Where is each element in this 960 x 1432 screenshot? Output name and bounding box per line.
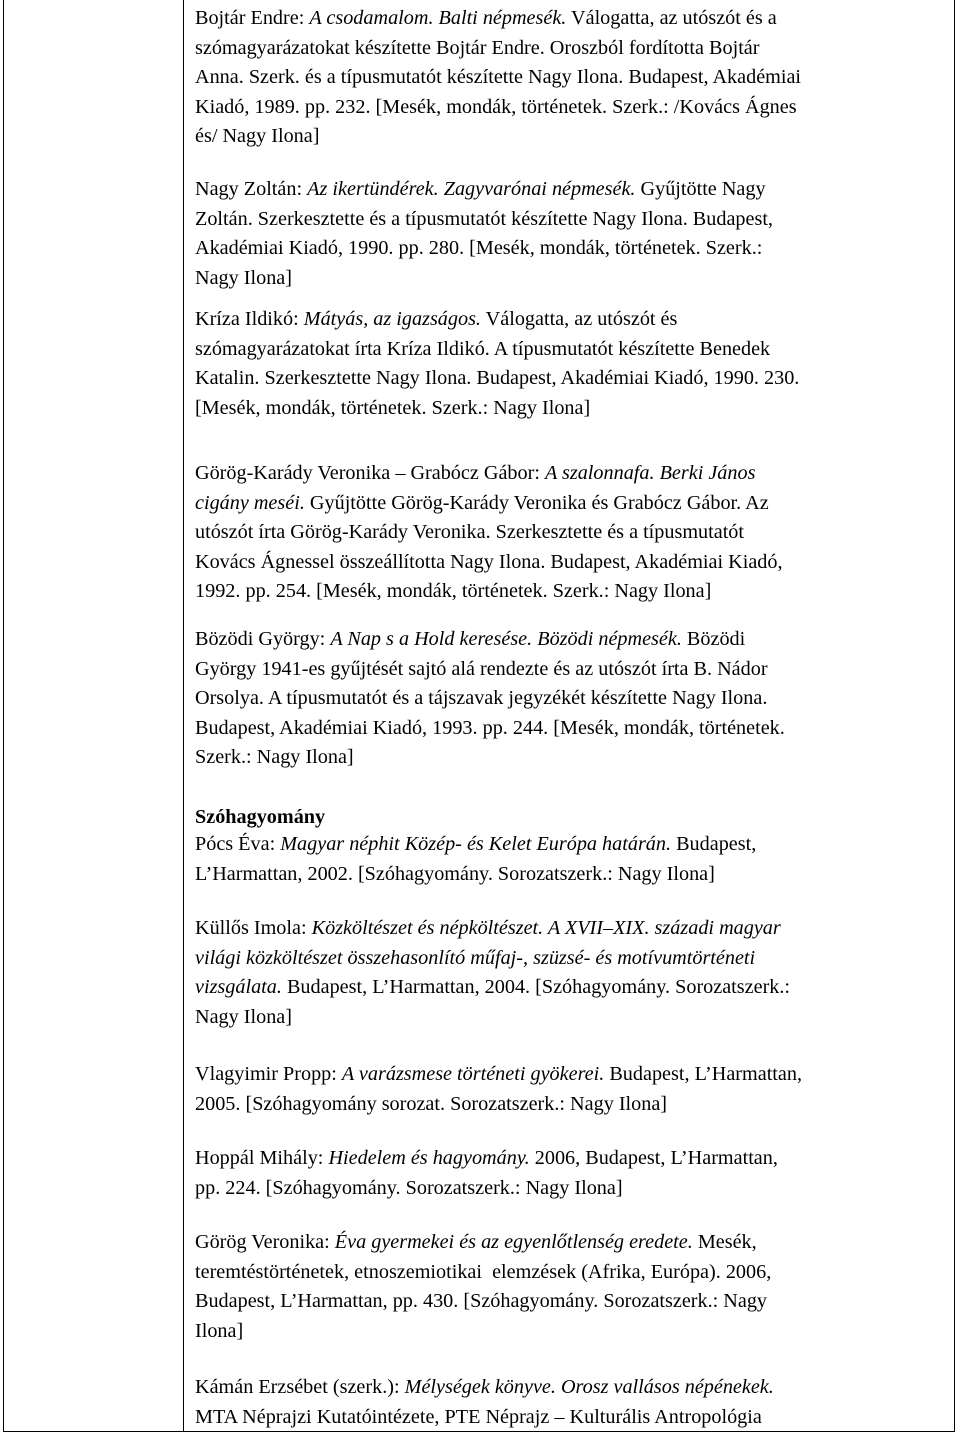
entry-line <box>195 1403 947 1432</box>
entry-text: Budapest, <box>671 833 757 855</box>
entry-text: Szerk.: Nagy Ilona] <box>195 746 354 769</box>
entry-line <box>195 655 947 685</box>
entry-text: [Mesék, mondák, történetek. Szerk.: Nagy Ilona] <box>195 396 591 419</box>
entry-line <box>195 944 947 974</box>
entry-line <box>195 489 947 519</box>
entry-title-text: világi közköltészet összehasonlító műfaj-, szüzsé- és motívumtörténeti <box>195 946 756 969</box>
entry-text: Ilona] <box>195 1319 244 1342</box>
entry-title-text: A csodamalom. Balti népmesék. <box>309 7 567 29</box>
entry-line <box>195 364 947 394</box>
entry-line <box>195 830 947 860</box>
entry-text: Pócs Éva: <box>195 833 281 855</box>
entry-text: Zoltán. Szerkesztette és a típusmutatót készítette Nagy Ilona. Budapest, <box>195 207 773 230</box>
entry-text: Budapest, Akadémiai Kiadó, 1993. pp. 244. [Mesék, mondák, történetek. <box>195 716 785 739</box>
entry-text: György 1941-es gyűjtését sajtó alá rendezte és az utószót írta B. Nádor <box>195 657 768 680</box>
entry-line <box>195 205 947 235</box>
entry-line <box>195 335 947 365</box>
entry-line <box>195 577 947 607</box>
entry-text: Kiadó, 1989. pp. 232. [Mesék, mondák, történetek. Szerk.: /Kovács Ágnes <box>195 95 797 118</box>
entry-text: MTA Néprajzi Kutatóintézete, PTE Néprajz – Kulturális Antropológia <box>195 1405 762 1428</box>
entry-line <box>195 394 947 424</box>
entry-text: Budapest, L’Harmattan, 2004. [Szóhagyomány. Sorozatszerk.: <box>281 976 791 999</box>
entry-line <box>195 34 947 64</box>
entry-line <box>195 684 947 714</box>
entry-text: teremtéstörténetek, etnoszemiotikai elemzések (Afrika, Európa). 2006, <box>195 1260 772 1283</box>
entry-text: Kovács Ágnessel összeállította Nagy Ilona. Budapest, Akadémiai Kiadó, <box>195 550 783 573</box>
table-column-divider <box>183 0 184 1432</box>
entry-text: Hoppál Mihály: <box>195 1147 329 1169</box>
entry-title-text: A szalonnafa. Berki János <box>544 462 756 484</box>
bib-entry-gorog-karady <box>195 459 947 607</box>
entry-line <box>195 4 947 34</box>
entry-text: Orsolya. A típusmutatót és a tájszavak jegyzékét készítette Nagy Ilona. <box>195 687 768 710</box>
bib-entry-gorog <box>195 1228 947 1346</box>
entry-title-text: Mátyás, az igazságos. <box>303 308 481 330</box>
entry-line <box>195 63 947 93</box>
entry-text: Budapest, L’Harmattan, <box>604 1063 803 1085</box>
entry-title-text: Magyar néphit Közép- és Kelet Európa határán. <box>280 833 672 855</box>
entry-text: 2005. [Szóhagyomány sorozat. Sorozatszerk.: Nagy Ilona] <box>195 1092 668 1115</box>
entry-line <box>195 860 947 890</box>
entry-text: Mesék, <box>692 1231 757 1253</box>
bib-entry-hoppal <box>195 1144 947 1203</box>
entry-text: utószót írta Görög-Karády Veronika. Szerkesztette és a típusmutatót <box>195 521 745 544</box>
bib-entry-bojtar <box>195 4 947 152</box>
entry-line <box>195 714 947 744</box>
entry-text: Nagy Ilona] <box>195 1005 292 1028</box>
entry-text: Nagy Ilona] <box>195 266 292 289</box>
entry-line <box>195 459 947 489</box>
entry-line <box>195 1228 947 1258</box>
entry-line <box>195 234 947 264</box>
entry-line <box>195 1003 947 1033</box>
entry-line <box>195 93 947 123</box>
entry-text: Kríza Ildikó: <box>195 308 304 330</box>
entry-text: Anna. Szerk. és a típusmutatót készítette Nagy Ilona. Budapest, Akadémiai <box>195 66 802 89</box>
entry-text: és/ Nagy Ilona] <box>195 125 320 148</box>
entry-line <box>195 518 947 548</box>
entry-line <box>195 914 947 944</box>
entry-line <box>195 264 947 294</box>
entry-title-text: Éva gyermekei és az egyenlőtlenség eredete. <box>334 1231 693 1253</box>
entry-text: Gyűjtötte Nagy <box>635 178 766 200</box>
bib-entry-pocs <box>195 830 947 889</box>
bib-entry-kullos <box>195 914 947 1032</box>
entry-line <box>195 1144 947 1174</box>
entry-text: Katalin. Szerkesztette Nagy Ilona. Budapest, Akadémiai Kiadó, 1990. 230. <box>195 367 800 390</box>
entry-line <box>195 305 947 335</box>
table-border-right <box>954 0 955 1432</box>
entry-text: Válogatta, az utószót és <box>480 308 678 330</box>
entry-text: Vlagyimir Propp: <box>195 1063 342 1085</box>
section-heading: Szóhagyomány <box>195 806 326 828</box>
entry-text: Budapest, L’Harmattan, pp. 430. [Szóhagyomány. Sorozatszerk.: Nagy <box>195 1290 768 1313</box>
entry-text: 1992. pp. 254. [Mesék, mondák, történetek. Szerk.: Nagy Ilona] <box>195 580 712 603</box>
entry-text: Bözödi <box>681 628 746 650</box>
entry-title-text: Mélységek könyve. Orosz vallásos népénekek. <box>404 1376 774 1398</box>
entry-line <box>195 175 947 205</box>
entry-text: szómagyarázatokat készítette Bojtár Endre. Oroszból fordította Bojtár <box>195 36 760 59</box>
bib-entry-bozodi <box>195 625 947 773</box>
entry-text: Akadémiai Kiadó, 1990. pp. 280. [Mesék, mondák, történetek. Szerk.: <box>195 237 763 260</box>
entry-text: 2006, Budapest, L’Harmattan, <box>529 1147 778 1169</box>
entry-line <box>195 1258 947 1288</box>
bib-entry-kriza <box>195 305 947 423</box>
bib-entry-nagy <box>195 175 947 293</box>
entry-line <box>195 973 947 1003</box>
entry-text: Bojtár Endre: <box>195 7 310 29</box>
entry-line <box>195 1174 947 1204</box>
entry-line <box>195 743 947 773</box>
entry-line <box>195 625 947 655</box>
entry-title-text: vizsgálata. <box>195 976 282 999</box>
bib-entry-propp <box>195 1060 947 1119</box>
entry-title-text: Hiedelem és hagyomány. <box>328 1147 530 1169</box>
entry-text: L’Harmattan, 2002. [Szóhagyomány. Sorozatszerk.: Nagy Ilona] <box>195 862 715 885</box>
entry-text: Görög-Karády Veronika – Grabócz Gábor: <box>195 462 545 484</box>
entry-text: Válogatta, az utószót és a <box>566 7 777 29</box>
entry-text: Nagy Zoltán: <box>195 178 308 200</box>
entry-title-text: cigány meséi. <box>195 491 305 514</box>
entry-title-text: Közköltészet és népköltészet. A XVII–XIX. századi magyar <box>311 917 781 939</box>
entry-line <box>195 1090 947 1120</box>
entry-title-text: A Nap s a Hold keresése. Bözödi népmesék. <box>330 628 682 650</box>
entry-text: pp. 224. [Szóhagyomány. Sorozatszerk.: Nagy Ilona] <box>195 1176 623 1199</box>
entry-text: Görög Veronika: <box>195 1231 335 1253</box>
table-border-left <box>3 0 4 1432</box>
entry-text: Gyűjtötte Görög-Karády Veronika és Grabócz Gábor. Az <box>304 491 769 514</box>
entry-line <box>195 1373 947 1403</box>
entry-title-text: A varázsmese történeti gyökerei. <box>341 1063 605 1085</box>
entry-line <box>195 548 947 578</box>
entry-line <box>195 122 947 152</box>
entry-title-text: Az ikertündérek. Zagyvarónai népmesék. <box>307 178 636 200</box>
entry-line <box>195 1287 947 1317</box>
entry-text: Kámán Erzsébet (szerk.): <box>195 1376 405 1398</box>
entry-text: Bözödi György: <box>195 628 331 650</box>
entry-text: Küllős Imola: <box>195 917 312 939</box>
bib-entry-kaman <box>195 1373 947 1432</box>
entry-line <box>195 1060 947 1090</box>
entry-line <box>195 1317 947 1347</box>
entry-text: szómagyarázatokat írta Kríza Ildikó. A típusmutatót készítette Benedek <box>195 337 771 360</box>
